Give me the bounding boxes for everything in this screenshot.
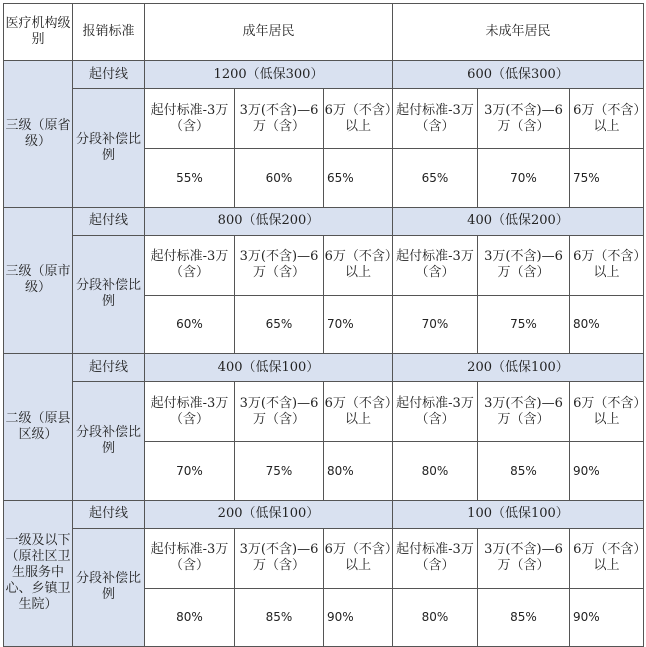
ratio-label: 分段补偿比例	[72, 528, 145, 647]
adult-threshold: 800（低保200）	[144, 207, 393, 236]
band-header: 起付标准-3万（含）	[392, 381, 478, 442]
ratio-value: 85%	[477, 441, 570, 501]
minor-threshold: 400（低保200）	[392, 207, 644, 236]
threshold-label: 起付线	[72, 60, 145, 89]
threshold-label: 起付线	[72, 353, 145, 382]
ratio-value: 90%	[323, 588, 393, 647]
ratio-value: 65%	[234, 295, 324, 355]
ratio-value: 90%	[569, 588, 644, 647]
threshold-label: 起付线	[72, 500, 145, 529]
ratio-value: 80%	[144, 588, 235, 647]
ratio-value: 90%	[569, 441, 644, 501]
band-header: 起付标准-3万（含）	[392, 88, 478, 149]
ratio-label: 分段补偿比例	[72, 235, 145, 355]
band-header: 6万（不含）以上	[569, 235, 644, 296]
band-header: 3万(不含)—6万（含）	[477, 88, 570, 149]
header-minor: 未成年居民	[392, 3, 644, 61]
ratio-value: 65%	[323, 148, 393, 208]
band-header: 起付标准-3万（含）	[392, 235, 478, 296]
reimbursement-table	[3, 3, 643, 635]
minor-threshold: 200（低保100）	[392, 353, 644, 382]
band-header: 6万（不含）以上	[323, 528, 393, 589]
ratio-value: 70%	[477, 148, 570, 208]
ratio-value: 65%	[392, 148, 478, 208]
ratio-value: 70%	[392, 295, 478, 355]
band-header: 3万(不含)—6万（含）	[234, 88, 324, 149]
adult-threshold: 1200（低保300）	[144, 60, 393, 89]
band-header: 6万（不含）以上	[569, 88, 644, 149]
threshold-label: 起付线	[72, 207, 145, 236]
group-level: 二级（原县区级）	[3, 353, 73, 501]
ratio-value: 85%	[477, 588, 570, 647]
header-adult: 成年居民	[144, 3, 393, 61]
ratio-value: 60%	[144, 295, 235, 355]
band-header: 6万（不含）以上	[323, 88, 393, 149]
group-level: 三级（原省级）	[3, 60, 73, 208]
band-header: 3万(不含)—6万（含）	[234, 381, 324, 442]
adult-threshold: 400（低保100）	[144, 353, 393, 382]
ratio-value: 70%	[144, 441, 235, 501]
band-header: 6万（不含）以上	[323, 235, 393, 296]
band-header: 6万（不含）以上	[323, 381, 393, 442]
ratio-value: 80%	[569, 295, 644, 355]
band-header: 6万（不含）以上	[569, 528, 644, 589]
ratio-value: 70%	[323, 295, 393, 355]
header-level: 医疗机构级别	[3, 3, 73, 61]
ratio-label: 分段补偿比例	[72, 381, 145, 501]
band-header: 3万(不含)—6万（含）	[477, 381, 570, 442]
ratio-value: 75%	[477, 295, 570, 355]
ratio-value: 80%	[323, 441, 393, 501]
band-header: 起付标准-3万（含）	[144, 381, 235, 442]
band-header: 3万(不含)—6万（含）	[477, 235, 570, 296]
band-header: 3万(不含)—6万（含）	[234, 528, 324, 589]
ratio-value: 85%	[234, 588, 324, 647]
ratio-value: 80%	[392, 588, 478, 647]
band-header: 6万（不含）以上	[569, 381, 644, 442]
group-level: 一级及以下（原社区卫生服务中心、乡镇卫生院）	[3, 500, 73, 647]
header-standard: 报销标准	[72, 3, 145, 61]
adult-threshold: 200（低保100）	[144, 500, 393, 529]
band-header: 起付标准-3万（含）	[144, 235, 235, 296]
band-header: 3万(不含)—6万（含）	[477, 528, 570, 589]
band-header: 3万(不含)—6万（含）	[234, 235, 324, 296]
ratio-value: 80%	[392, 441, 478, 501]
ratio-value: 55%	[144, 148, 235, 208]
band-header: 起付标准-3万（含）	[144, 528, 235, 589]
band-header: 起付标准-3万（含）	[144, 88, 235, 149]
minor-threshold: 600（低保300）	[392, 60, 644, 89]
ratio-value: 75%	[569, 148, 644, 208]
ratio-value: 75%	[234, 441, 324, 501]
ratio-label: 分段补偿比例	[72, 88, 145, 208]
band-header: 起付标准-3万（含）	[392, 528, 478, 589]
group-level: 三级（原市级）	[3, 207, 73, 355]
minor-threshold: 100（低保100）	[392, 500, 644, 529]
ratio-value: 60%	[234, 148, 324, 208]
